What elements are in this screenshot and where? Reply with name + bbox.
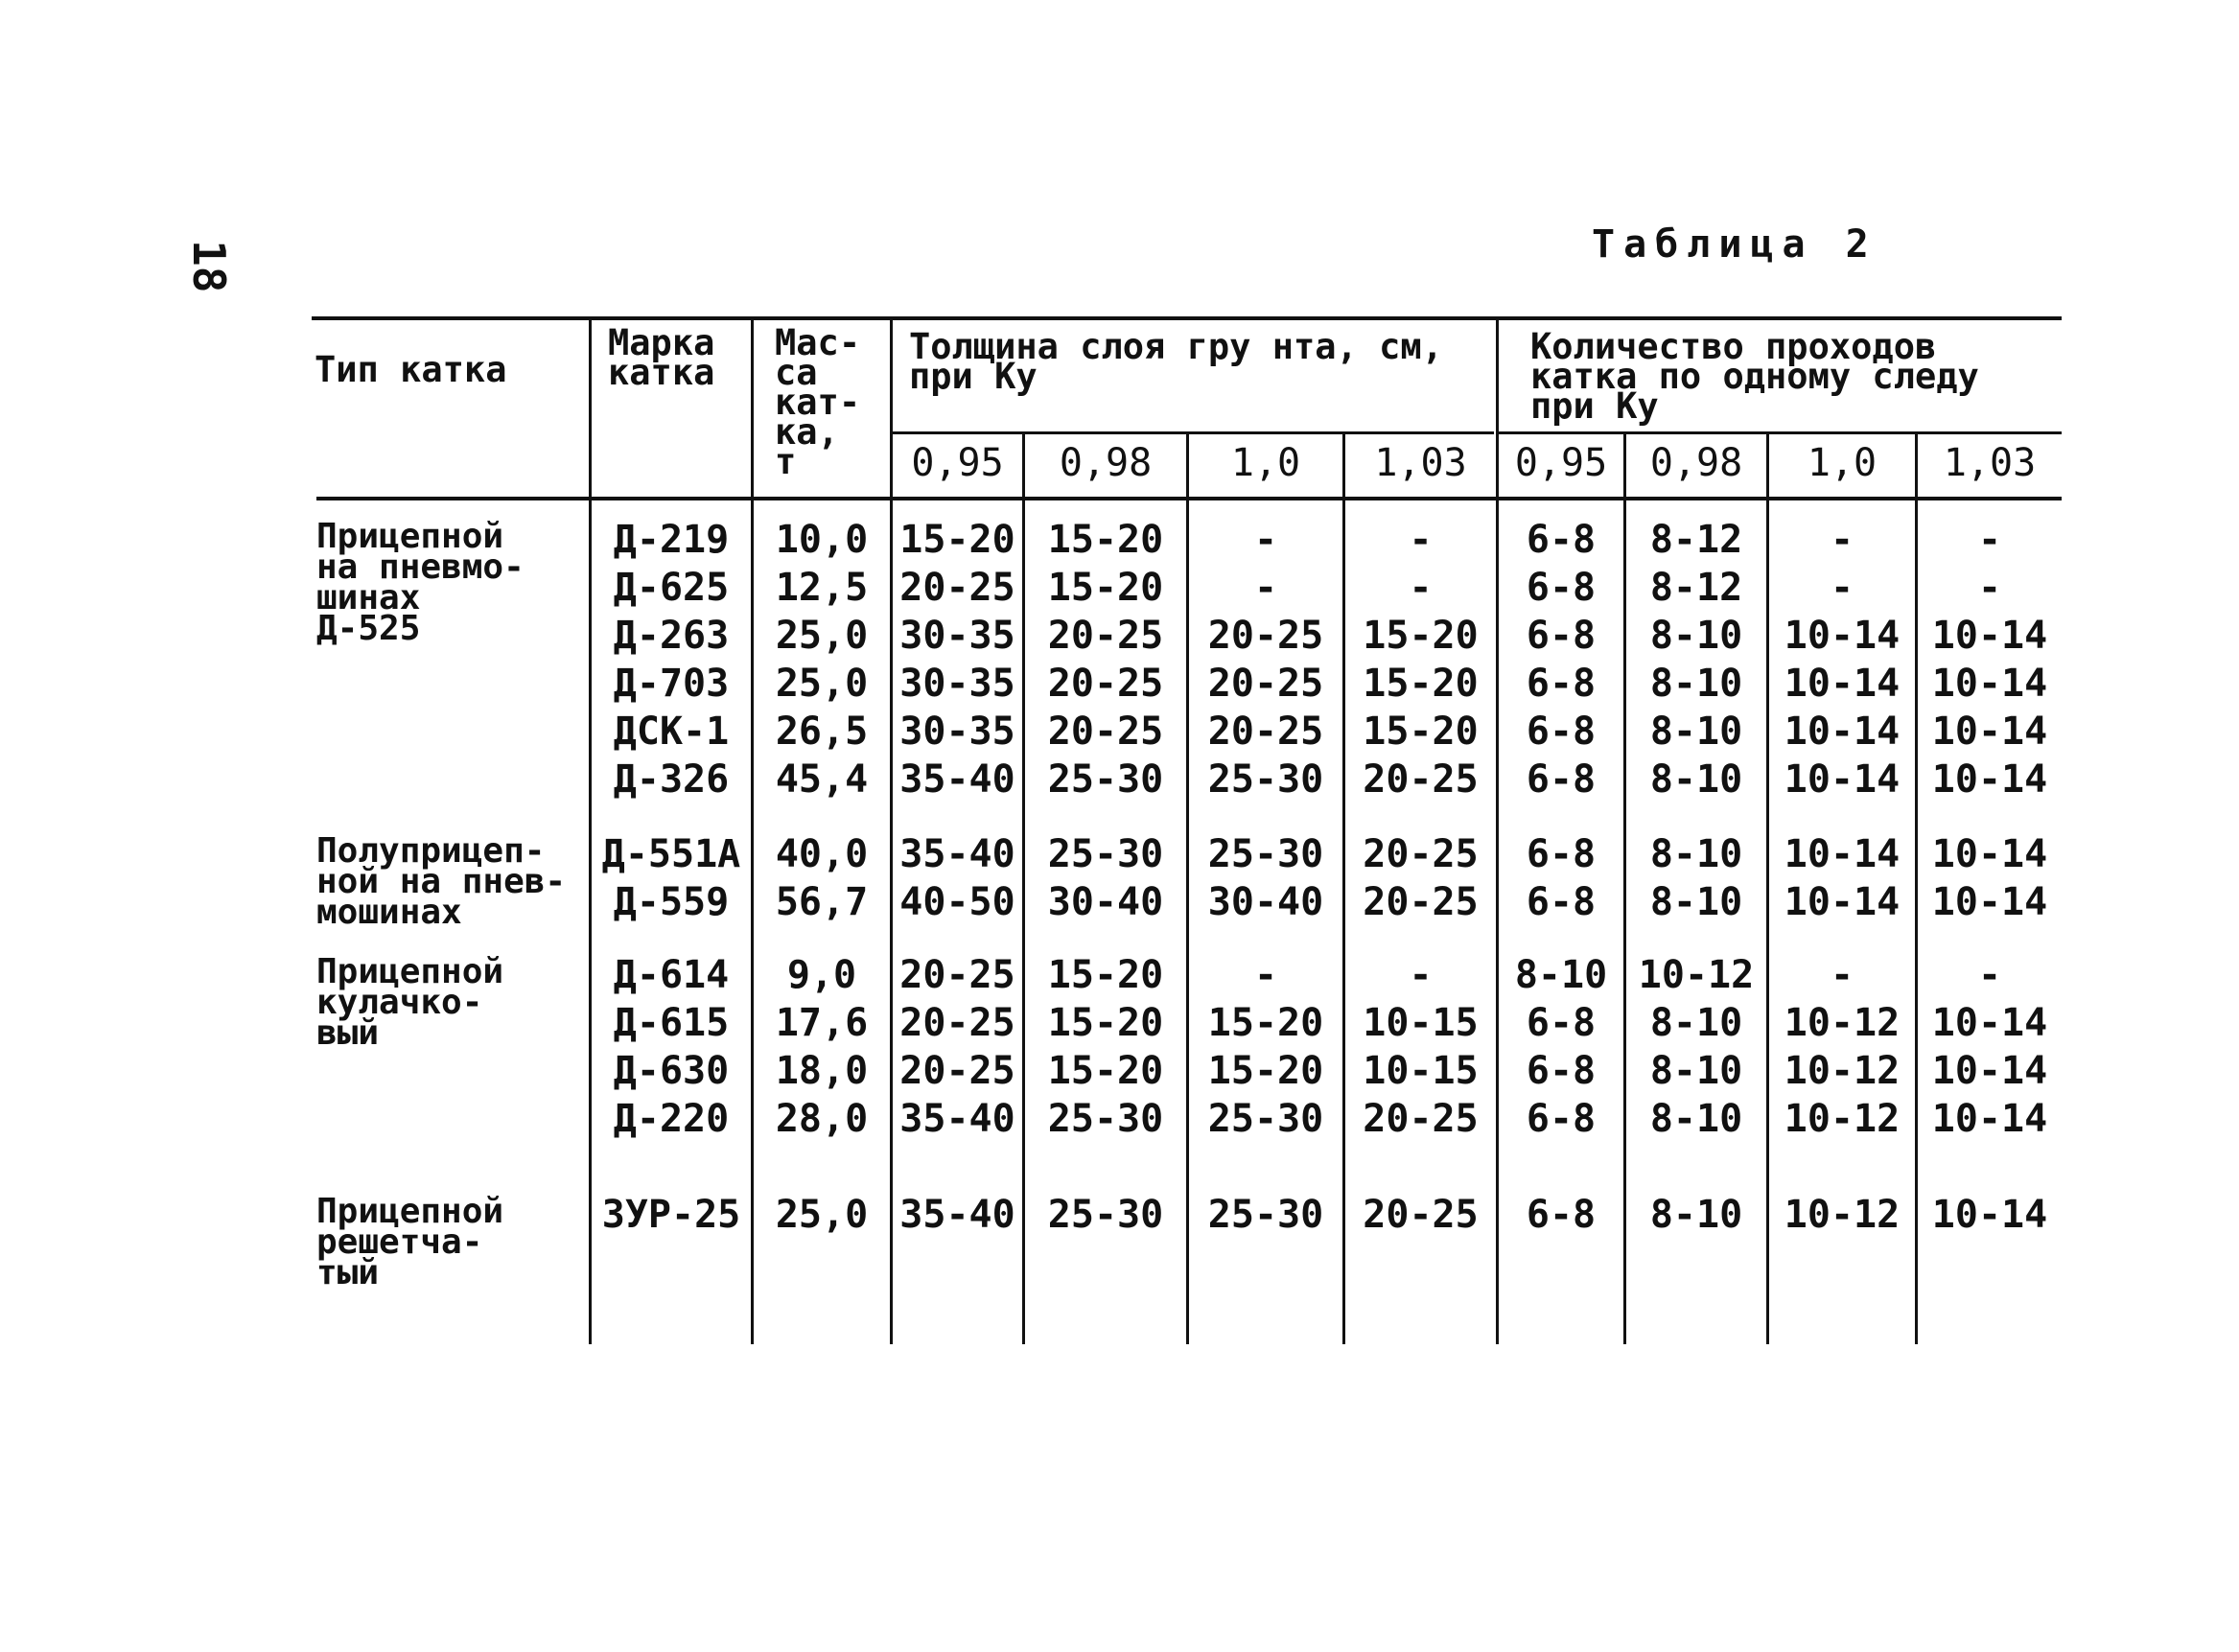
mass-cell: 28,0 (775, 1097, 869, 1141)
passes-cell: 10-14 (1931, 1097, 2048, 1141)
mass-cell: 17,6 (775, 1001, 869, 1045)
thickness-cell: 20-25 (899, 1049, 1015, 1093)
mass-cell: 26,5 (775, 710, 869, 754)
passes-cell: 8-10 (1649, 1097, 1743, 1141)
thickness-cell: 20-25 (1363, 1097, 1479, 1141)
thickness-cell: 15-20 (1047, 1001, 1164, 1045)
passes-cell: 6-8 (1526, 1049, 1597, 1093)
passes-cell: 10-14 (1931, 662, 2048, 706)
thickness-cell: 25-30 (1207, 832, 1324, 876)
mass-cell: 56,7 (775, 880, 869, 924)
passes-cell: 10-12 (1784, 1049, 1901, 1093)
thickness-cell: 30-35 (899, 710, 1015, 754)
header-type: Тип катка (315, 349, 507, 390)
thickness-cell: 15-20 (1363, 662, 1479, 706)
brand-cell: Д-630 (613, 1049, 730, 1093)
passes-cell: 10-14 (1931, 1049, 2048, 1093)
subheader-thickness-ky: 1,0 (1230, 441, 1301, 485)
thickness-cell: 20-25 (1207, 614, 1324, 658)
passes-cell: - (1830, 953, 1854, 997)
brand-cell: Д-625 (613, 566, 730, 610)
brand-cell: Д-559 (613, 880, 730, 924)
passes-cell: 10-14 (1931, 1193, 2048, 1237)
passes-cell: 6-8 (1526, 1193, 1597, 1237)
passes-cell: 10-14 (1784, 614, 1901, 658)
thickness-cell: 15-20 (1047, 953, 1164, 997)
passes-cell: 10-12 (1784, 1097, 1901, 1141)
thickness-cell: 25-30 (1047, 1193, 1164, 1237)
thickness-cell: 20-25 (1047, 614, 1164, 658)
brand-cell: Д-551А (601, 832, 741, 876)
brand-cell: Д-263 (613, 614, 730, 658)
thickness-cell: - (1409, 953, 1433, 997)
thickness-cell: 15-20 (1363, 614, 1479, 658)
table-top-rule (312, 316, 2062, 320)
passes-cell: 10-14 (1784, 662, 1901, 706)
passes-cell: 10-14 (1784, 832, 1901, 876)
thickness-cell: 15-20 (1207, 1049, 1324, 1093)
passes-cell: 6-8 (1526, 832, 1597, 876)
subheader-thickness-ky: 1,03 (1374, 441, 1467, 485)
thickness-cell: 10-15 (1363, 1049, 1479, 1093)
thickness-cell: 20-25 (1363, 1193, 1479, 1237)
passes-cell: 10-12 (1784, 1001, 1901, 1045)
thickness-cell: 25-30 (1207, 757, 1324, 802)
thickness-cell: 30-40 (1047, 880, 1164, 924)
passes-cell: 6-8 (1526, 662, 1597, 706)
passes-cell: 10-14 (1931, 1001, 2048, 1045)
thickness-cell: - (1253, 518, 1278, 562)
mass-cell: 40,0 (775, 832, 869, 876)
mass-cell: 9,0 (786, 953, 857, 997)
table-title: Таблица 2 (1592, 222, 1877, 267)
passes-cell: 6-8 (1526, 757, 1597, 802)
thickness-cell: 15-20 (1207, 1001, 1324, 1045)
mass-cell: 18,0 (775, 1049, 869, 1093)
brand-cell: ЗУР-25 (601, 1193, 741, 1237)
passes-cell: 8-10 (1649, 662, 1743, 706)
passes-cell: 10-14 (1931, 832, 2048, 876)
subheader-thickness-ky: 0,95 (911, 441, 1004, 485)
passes-cell: 6-8 (1526, 880, 1597, 924)
passes-cell: - (1977, 518, 2002, 562)
passes-cell: 6-8 (1526, 710, 1597, 754)
mass-cell: 45,4 (775, 757, 869, 802)
thickness-cell: - (1409, 566, 1433, 610)
passes-cell: 6-8 (1526, 1001, 1597, 1045)
brand-cell: Д-615 (613, 1001, 730, 1045)
header-thickness: Толщина слоя гру нта, см, при Ку (909, 326, 1443, 397)
passes-cell: 10-14 (1931, 710, 2048, 754)
mass-cell: 12,5 (775, 566, 869, 610)
passes-cell: 8-10 (1649, 1049, 1743, 1093)
passes-cell: - (1977, 566, 2002, 610)
roller-type-label: Прицепной решетча- тый (316, 1192, 504, 1292)
passes-cell: - (1977, 953, 2002, 997)
thickness-cell: 25-30 (1047, 832, 1164, 876)
thickness-cell: 35-40 (899, 757, 1015, 802)
passes-cell: 8-12 (1649, 566, 1743, 610)
thickness-cell: 10-15 (1363, 1001, 1479, 1045)
brand-cell: Д-614 (613, 953, 730, 997)
passes-cell: 10-12 (1784, 1193, 1901, 1237)
passes-cell: 8-10 (1649, 832, 1743, 876)
thickness-cell: 15-20 (1363, 710, 1479, 754)
subheader-thickness-ky: 0,98 (1059, 441, 1153, 485)
passes-cell: 8-10 (1514, 953, 1608, 997)
thickness-cell: 20-25 (1207, 662, 1324, 706)
passes-cell: - (1830, 518, 1854, 562)
subheader-passes-ky: 0,98 (1649, 441, 1743, 485)
passes-cell: 8-10 (1649, 757, 1743, 802)
brand-cell: Д-219 (613, 518, 730, 562)
passes-cell: 10-14 (1784, 710, 1901, 754)
thickness-cell: 15-20 (1047, 1049, 1164, 1093)
passes-cell: 8-10 (1649, 710, 1743, 754)
passes-cell: 8-10 (1649, 1001, 1743, 1045)
header-sub-rule-passes (1496, 431, 2062, 434)
thickness-cell: 20-25 (899, 1001, 1015, 1045)
thickness-cell: 20-25 (1047, 662, 1164, 706)
thickness-cell: 20-25 (1207, 710, 1324, 754)
thickness-cell: 20-25 (899, 566, 1015, 610)
thickness-cell: 25-30 (1207, 1193, 1324, 1237)
thickness-cell: 35-40 (899, 1193, 1015, 1237)
thickness-cell: 30-35 (899, 614, 1015, 658)
passes-cell: 10-14 (1931, 757, 2048, 802)
mass-cell: 25,0 (775, 614, 869, 658)
roller-type-label: Прицепной кулачко- вый (316, 952, 504, 1053)
thickness-cell: - (1253, 566, 1278, 610)
mass-cell: 10,0 (775, 518, 869, 562)
thickness-cell: 20-25 (1047, 710, 1164, 754)
thickness-cell: - (1409, 518, 1433, 562)
page-number: 18 (183, 240, 235, 293)
passes-cell: 6-8 (1526, 614, 1597, 658)
thickness-cell: 25-30 (1047, 1097, 1164, 1141)
roller-type-label: Полуприцеп- ной на пнев- мошинах (316, 831, 567, 932)
passes-cell: 6-8 (1526, 518, 1597, 562)
thickness-cell: 15-20 (1047, 518, 1164, 562)
mass-cell: 25,0 (775, 662, 869, 706)
header-brand: Марка катка (608, 322, 715, 393)
thickness-cell: 20-25 (1363, 880, 1479, 924)
passes-cell: 10-14 (1931, 614, 2048, 658)
passes-cell: 10-14 (1931, 880, 2048, 924)
thickness-cell: 15-20 (899, 518, 1015, 562)
passes-cell: 8-12 (1649, 518, 1743, 562)
passes-cell: 6-8 (1526, 566, 1597, 610)
brand-cell: ДСК-1 (613, 710, 730, 754)
thickness-cell: 30-35 (899, 662, 1015, 706)
subheader-passes-ky: 1,0 (1807, 441, 1877, 485)
thickness-cell: 35-40 (899, 1097, 1015, 1141)
passes-cell: 8-10 (1649, 880, 1743, 924)
mass-cell: 25,0 (775, 1193, 869, 1237)
passes-cell: - (1830, 566, 1854, 610)
passes-cell: 6-8 (1526, 1097, 1597, 1141)
passes-cell: 10-14 (1784, 880, 1901, 924)
brand-cell: Д-326 (613, 757, 730, 802)
thickness-cell: 20-25 (1363, 757, 1479, 802)
brand-cell: Д-220 (613, 1097, 730, 1141)
passes-cell: 10-12 (1638, 953, 1755, 997)
thickness-cell: 35-40 (899, 832, 1015, 876)
header-passes: Количество проходов катка по одному следу при Ку (1530, 326, 1979, 427)
passes-cell: 10-14 (1784, 757, 1901, 802)
thickness-cell: 25-30 (1047, 757, 1164, 802)
thickness-cell: 15-20 (1047, 566, 1164, 610)
thickness-cell: 20-25 (1363, 832, 1479, 876)
passes-cell: 8-10 (1649, 1193, 1743, 1237)
brand-cell: Д-703 (613, 662, 730, 706)
passes-cell: 8-10 (1649, 614, 1743, 658)
header-sub-rule-thickness (890, 431, 1494, 434)
subheader-passes-ky: 1,03 (1943, 441, 2037, 485)
thickness-cell: - (1253, 953, 1278, 997)
header-mass: Мас- са кат- ка, т (775, 322, 861, 482)
roller-type-label: Прицепной на пневмо- шинах Д-525 (316, 517, 525, 648)
thickness-cell: 40-50 (899, 880, 1015, 924)
thickness-cell: 30-40 (1207, 880, 1324, 924)
subheader-passes-ky: 0,95 (1514, 441, 1608, 485)
thickness-cell: 20-25 (899, 953, 1015, 997)
thickness-cell: 25-30 (1207, 1097, 1324, 1141)
header-bottom-rule (316, 497, 2062, 500)
